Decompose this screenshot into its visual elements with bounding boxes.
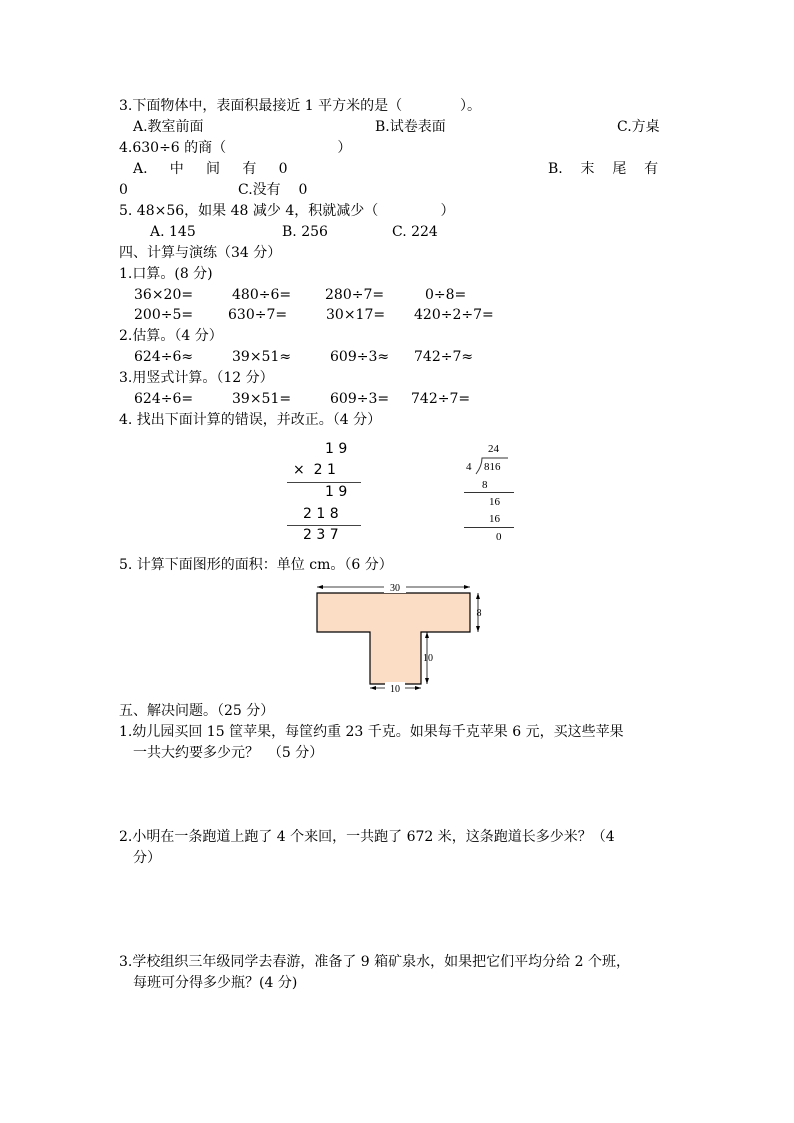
section-4-part-1-title: 1.口算。(8 分) [119, 266, 213, 282]
section-4-part-3-title: 3.用竖式计算。（12 分） [119, 370, 274, 386]
division-step-3: 16 [489, 513, 500, 525]
division-divisor: 4 [466, 461, 472, 473]
estimate-item: 742÷7≈ [414, 349, 474, 365]
mult-divider [287, 482, 361, 483]
dim-bottom-label: 10 [390, 684, 400, 695]
oral-calc-item: 630÷7= [228, 307, 288, 323]
dim-top-label: 30 [390, 583, 400, 594]
problem-2-line-2: 分） [133, 850, 161, 866]
q3-option-c: C.方桌 [617, 119, 660, 135]
q4-option-b-tail: 0 [119, 182, 128, 198]
oral-calc-item: 36×20= [134, 287, 194, 303]
q3-option-b: B.试卷表面 [375, 119, 446, 135]
problem-3-line-2: 每班可分得多少瓶？(4 分) [133, 975, 298, 991]
t-shape-figure [300, 578, 500, 698]
division-step-2: 16 [489, 496, 500, 508]
oral-calc-item: 30×17= [326, 307, 386, 323]
section-4-title: 四、计算与演练（34 分） [119, 245, 282, 261]
oral-calc-item: 420÷2÷7= [414, 307, 494, 323]
estimate-item: 609÷3≈ [330, 349, 390, 365]
oral-calc-item: 480÷6= [232, 287, 292, 303]
division-step-1: 8 [482, 479, 488, 491]
q3-stem: 3.下面物体中，表面积最接近 1 平方米的是（ ）。 [119, 98, 482, 114]
division-line [464, 492, 514, 493]
section-4-part-4-title: 4. 找出下面计算的错误，并改正。（4 分） [119, 412, 382, 428]
estimate-item: 39×51≈ [232, 349, 292, 365]
mult-line-1: 1 9 [325, 441, 348, 457]
problem-1-line-1: 1.幼儿园买回 15 筐苹果，每筐约重 23 千克。如果每千克苹果 6 元，买这些苹果 [119, 724, 624, 740]
t-shape [317, 593, 470, 684]
q5-option-b: B. 256 [282, 224, 328, 240]
vertical-calc-item: 609÷3= [330, 391, 390, 407]
problem-1-line-2: 一共大约要多少元？ （5 分） [133, 745, 324, 761]
q5-option-a: A. 145 [150, 224, 196, 240]
mult-line-2: × 2 1 [293, 462, 336, 478]
oral-calc-item: 280÷7= [325, 287, 385, 303]
problem-2-line-1: 2.小明在一条跑道上跑了 4 个来回，一共跑了 672 米，这条跑道长多少米？（4 [119, 829, 615, 845]
q4-option-c: C.没有 0 [238, 182, 308, 198]
q3-option-a: A.教室前面 [133, 119, 204, 135]
mult-line-4: 2 1 8 [303, 506, 339, 522]
division-remainder: 0 [496, 531, 502, 543]
vertical-calc-item: 742÷7= [411, 391, 471, 407]
mult-line-5: 2 3 7 [303, 527, 339, 543]
division-line [464, 527, 514, 528]
section-4-part-5-title: 5. 计算下面图形的面积：单位 cm。（6 分） [119, 557, 393, 573]
oral-calc-item: 200÷5= [134, 307, 194, 323]
q4-option-a: A. 中 间 有 0 [133, 161, 288, 177]
oral-calc-item: 0÷8= [425, 287, 467, 303]
mult-divider [287, 525, 361, 526]
section-4-part-2-title: 2.估算。（4 分） [119, 328, 223, 344]
dim-right-label: 8 [476, 608, 482, 619]
vertical-calc-item: 624÷6= [134, 391, 194, 407]
q5-option-c: C. 224 [392, 224, 438, 240]
section-5-title: 五、解决问题。（25 分） [119, 703, 275, 719]
q4-stem: 4.630÷6 的商（ ） [119, 140, 352, 156]
q4-option-b: B. 末 尾 有 [548, 161, 659, 177]
division-quotient: 24 [488, 443, 499, 455]
problem-3-line-1: 3.学校组织三年级同学去春游，准备了 9 箱矿泉水，如果把它们平均分给 2 个班， [119, 954, 630, 970]
vertical-calc-item: 39×51= [232, 391, 292, 407]
estimate-item: 624÷6≈ [134, 349, 194, 365]
mult-line-3: 1 9 [325, 484, 348, 500]
dim-stem-label: 10 [423, 653, 433, 664]
q5-stem: 5. 48×56，如果 48 减少 4，积就减少（ ） [119, 203, 455, 219]
division-dividend: 816 [484, 461, 501, 473]
